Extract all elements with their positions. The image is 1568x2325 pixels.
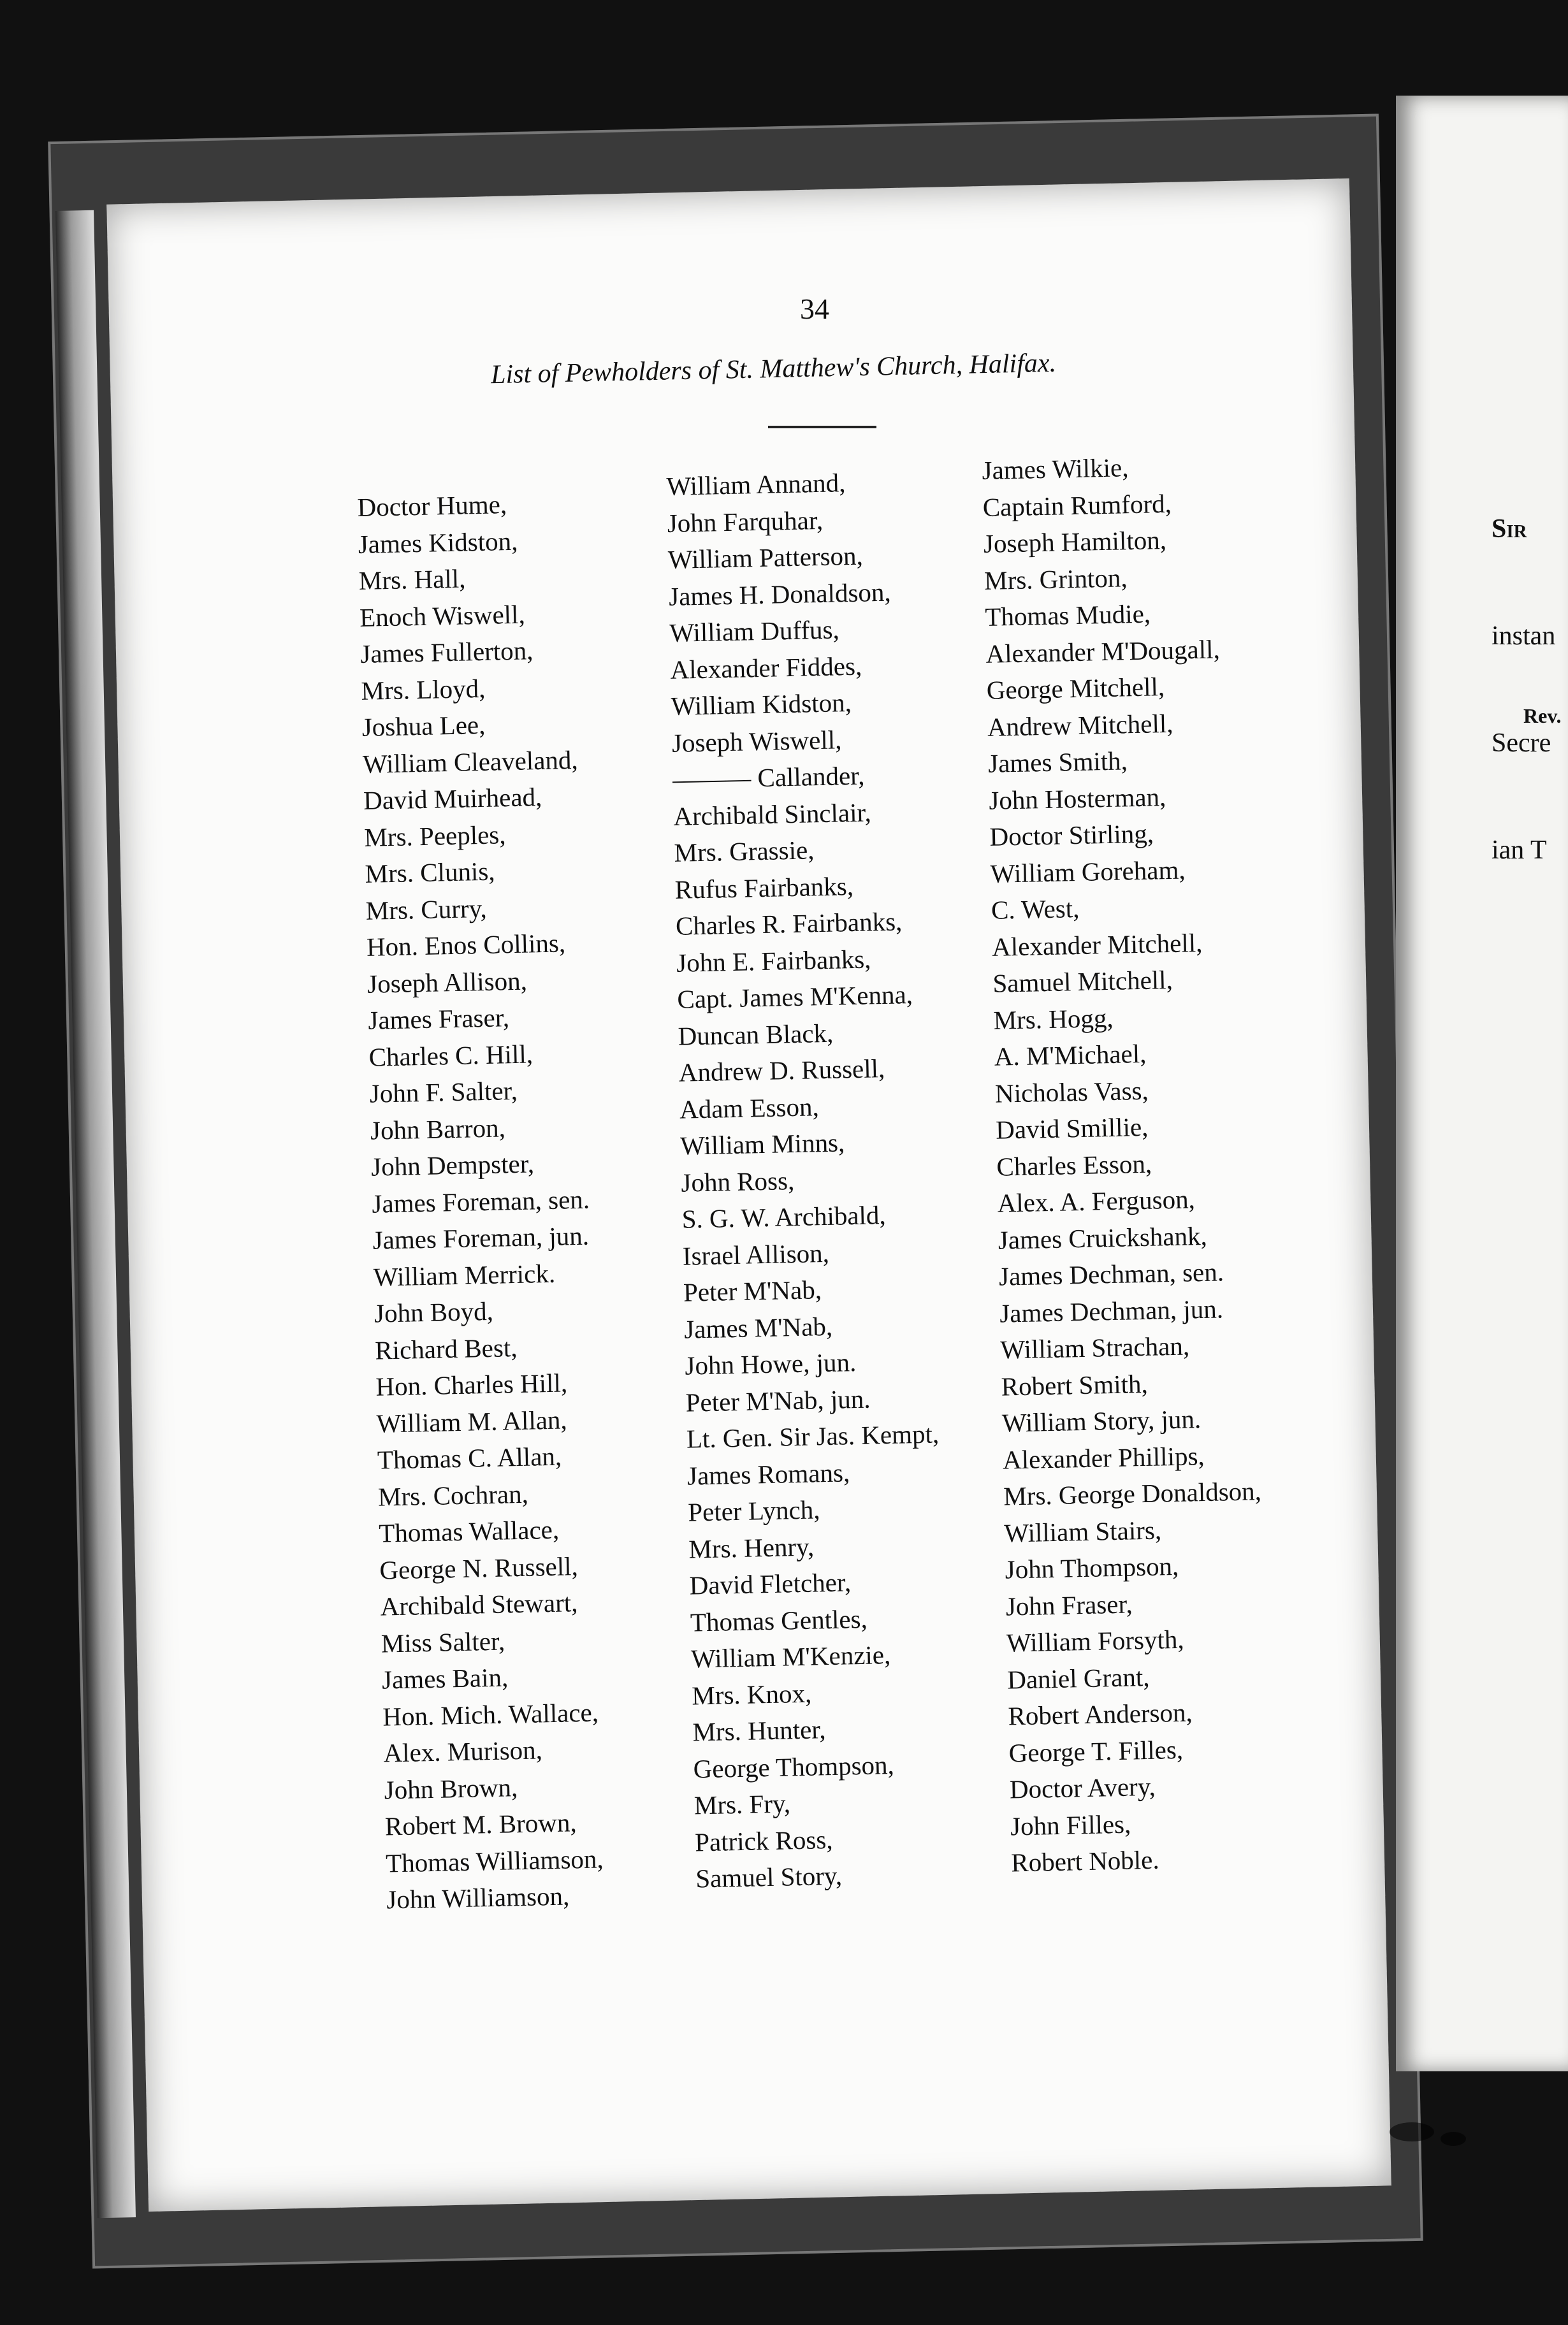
pewholder-name: George N. Russell, (379, 1551, 579, 1585)
pewholder-name: David Smillie, (995, 1112, 1149, 1145)
ink-smudge (1390, 2122, 1434, 2141)
pewholder-name: James Bain, (381, 1662, 509, 1695)
pewholder-name: Mrs. George Donaldson, (1003, 1476, 1262, 1511)
pewholder-name: Joseph Wiswell, (671, 724, 842, 758)
pewholder-name: James Wilkie, (982, 453, 1129, 485)
pewholder-name: Alexander Phillips, (1002, 1440, 1205, 1475)
pewholder-name: George Thompson, (693, 1749, 895, 1784)
pewholder-name: Samuel Mitchell, (992, 964, 1173, 998)
pewholder-name: Archibald Sinclair, (672, 797, 872, 831)
pewholder-name: S. G. W. Archibald, (681, 1200, 887, 1234)
facing-page (1396, 96, 1568, 2071)
pewholder-name: Hon. Enos Collins, (366, 928, 566, 962)
pewholder-name: Samuel Story, (695, 1860, 843, 1894)
pewholder-name: William Goreham, (990, 854, 1186, 888)
pewholder-name: Israel Allison, (682, 1238, 830, 1271)
pewholder-name: Hon. Mich. Wallace, (382, 1697, 599, 1732)
pewholder-name: John Howe, jun. (685, 1347, 857, 1380)
pewholder-name: Lt. Gen. Sir Jas. Kempt, (686, 1419, 940, 1454)
pewholder-name: John Farquhar, (667, 505, 824, 538)
pewholder-name: James Foreman, sen. (371, 1184, 590, 1219)
pewholder-name: Robert M. Brown, (384, 1807, 577, 1841)
pewholder-name: Mrs. Henry, (688, 1532, 815, 1564)
title-divider (768, 426, 876, 428)
page-title: List of Pewholders of St. Matthew's Church, Halifax. (490, 348, 1057, 390)
pewholder-name: ——— Callander, (672, 760, 865, 794)
pewholder-name: Charles C. Hill, (368, 1038, 534, 1072)
pewholder-name: William Patterson, (667, 540, 864, 574)
pewholder-name: William Stairs, (1004, 1514, 1162, 1548)
pewholder-name: William Duffus, (669, 614, 840, 648)
pewholder-name: Andrew Mitchell, (987, 708, 1173, 742)
pewholder-name: Mrs. Hogg, (993, 1003, 1114, 1035)
pewholder-name: Joseph Allison, (367, 966, 528, 999)
pewholder-name: Archibald Stewart, (380, 1588, 578, 1621)
pewholder-name: John Williamson, (386, 1881, 570, 1915)
pewholder-name: John E. Fairbanks, (676, 943, 871, 978)
pewholder-name: James Foreman, jun. (372, 1220, 590, 1255)
pewholder-name: William Kidston, (671, 687, 852, 721)
pewholder-name: Hon. Charles Hill, (375, 1368, 568, 1402)
pewholder-name: Adam Esson, (679, 1091, 820, 1124)
pewholder-name: John Hosterman, (988, 781, 1166, 815)
facing-page-line: ian T (1492, 836, 1547, 865)
pewholder-name: Thomas Wallace, (378, 1514, 560, 1548)
pewholder-name: Doctor Stirling, (989, 818, 1154, 851)
pewholder-name: George T. Filles, (1008, 1734, 1184, 1768)
pewholder-name: Mrs. Grinton, (984, 562, 1128, 595)
pewholder-name: William Strachan, (1000, 1331, 1190, 1365)
pewholder-name: John Barron, (370, 1112, 506, 1145)
pewholder-name: Mrs. Knox, (691, 1678, 812, 1711)
pewholder-name: Thomas C. Allan, (377, 1441, 562, 1475)
pewholder-name: Joshua Lee, (361, 709, 486, 742)
pewholder-name: Robert Noble. (1010, 1844, 1160, 1878)
pewholder-name: James Fraser, (367, 1003, 510, 1035)
pewholder-name: Daniel Grant, (1006, 1662, 1150, 1695)
pewholder-name: Richard Best, (374, 1332, 518, 1365)
pewholder-name: Mrs. Clunis, (365, 856, 495, 888)
pewholder-name: John Thompson, (1005, 1551, 1179, 1584)
pewholder-name: David Muirhead, (363, 782, 542, 815)
pewholder-name: Charles R. Fairbanks, (675, 906, 903, 941)
pewholder-name: Andrew D. Russell, (678, 1054, 885, 1087)
pewholder-name: Miss Salter, (381, 1626, 505, 1658)
pewholder-name: Nicholas Vass, (994, 1075, 1149, 1108)
pewholder-name: Alex. A. Ferguson, (997, 1184, 1196, 1218)
pewholder-name: Mrs. Hunter, (692, 1714, 826, 1747)
pewholder-name: Alexander Mitchell, (991, 927, 1203, 962)
page-number: 34 (800, 293, 829, 325)
pewholder-name: William Merrick. (373, 1258, 556, 1292)
pewholder-name: William Annand, (666, 468, 846, 501)
pewholder-name: John Ross, (680, 1165, 795, 1198)
pewholder-name: Mrs. Fry, (693, 1788, 791, 1820)
ink-smudge (1441, 2132, 1466, 2146)
pewholder-name: Alexander Fiddes, (670, 651, 862, 684)
pewholder-name: Doctor Avery, (1009, 1771, 1156, 1804)
pewholder-name: James M'Nab, (683, 1311, 833, 1344)
pewholder-name: C. West, (991, 893, 1080, 925)
pewholder-name: Robert Anderson, (1008, 1697, 1193, 1731)
pewholder-name: Mrs. Cochran, (377, 1479, 529, 1512)
pewholder-name: Duncan Black, (678, 1018, 834, 1051)
pewholder-name: Thomas Mudie, (984, 598, 1151, 632)
pewholder-name: John Brown, (384, 1772, 518, 1805)
pewholder-name: Alex. Murison, (383, 1735, 543, 1768)
pewholder-name: David Fletcher, (689, 1567, 852, 1600)
pewholder-name: Patrick Ross, (694, 1824, 833, 1857)
pewholder-name: Mrs. Curry, (365, 893, 488, 925)
pewholder-name: Robert Smith, (1001, 1368, 1149, 1402)
pewholder-name: Peter M'Nab, jun. (685, 1384, 871, 1417)
pewholder-name: Rufus Fairbanks, (674, 871, 854, 904)
pewholder-name: James Dechman, sen. (998, 1257, 1224, 1291)
pewholder-name: James Cruickshank, (998, 1220, 1208, 1255)
pewholder-name: Joseph Hamilton, (983, 525, 1167, 558)
pewholder-name: James Romans, (686, 1457, 850, 1491)
pewholder-name: Mrs. Grassie, (674, 835, 815, 867)
pewholder-name: James Smith, (987, 746, 1128, 778)
pewholder-name: Mrs. Lloyd, (361, 673, 486, 706)
pewholder-name: Peter M'Nab, (683, 1275, 822, 1307)
pewholder-name: Peter Lynch, (687, 1495, 820, 1527)
facing-page-text (1492, 440, 1555, 904)
name-column-3 (982, 447, 1270, 1881)
pewholder-name: William Minns, (679, 1127, 845, 1161)
pewholder-name: William Story, jun. (1001, 1404, 1201, 1438)
pewholder-name: John Filles, (1010, 1809, 1131, 1841)
pewholder-name: Doctor Hume, (357, 489, 507, 522)
pewholder-name: Alexander M'Dougall, (985, 634, 1221, 669)
pewholder-name: Enoch Wiswell, (359, 599, 526, 632)
pewholder-name: James Fullerton, (359, 635, 534, 669)
pewholder-name: Charles Esson, (996, 1148, 1152, 1182)
pewholder-name: Mrs. Hall, (358, 563, 466, 595)
facing-page-line: instan (1492, 621, 1556, 651)
pewholder-name: William M. Allan, (376, 1404, 568, 1438)
name-column-2 (666, 463, 948, 1897)
pewholder-name: William Cleaveland, (362, 744, 579, 779)
pewholder-name: John Boyd, (374, 1296, 494, 1328)
pewholder-name: Capt. James M'Kenna, (676, 980, 913, 1014)
pewholder-name: James H. Donaldson, (668, 577, 892, 611)
pewholder-name: Mrs. Peeples, (363, 819, 506, 852)
name-column-1 (357, 485, 604, 1918)
pewholder-name: James Kidston, (358, 526, 518, 559)
pewholder-name: Thomas Gentles, (690, 1604, 868, 1637)
facing-page-footer: Rev. (1523, 704, 1562, 727)
pewholder-name: William M'Kenzie, (690, 1640, 891, 1674)
facing-page-line: Sir (1492, 514, 1527, 544)
pewholder-name: Captain Rumford, (982, 488, 1172, 522)
pewholder-name: Thomas Williamson, (385, 1843, 604, 1878)
pewholder-name: George Mitchell, (986, 672, 1165, 705)
facing-page-line: Secre (1492, 728, 1551, 758)
pewholder-name: A. M'Michael, (994, 1038, 1147, 1071)
pewholder-name: William Forsyth, (1006, 1624, 1185, 1658)
pewholder-name: John F. Salter, (369, 1075, 518, 1108)
pewholder-name: James Dechman, jun. (999, 1293, 1224, 1328)
pewholder-name: John Dempster, (370, 1148, 535, 1182)
pewholder-name: John Fraser, (1005, 1588, 1133, 1621)
